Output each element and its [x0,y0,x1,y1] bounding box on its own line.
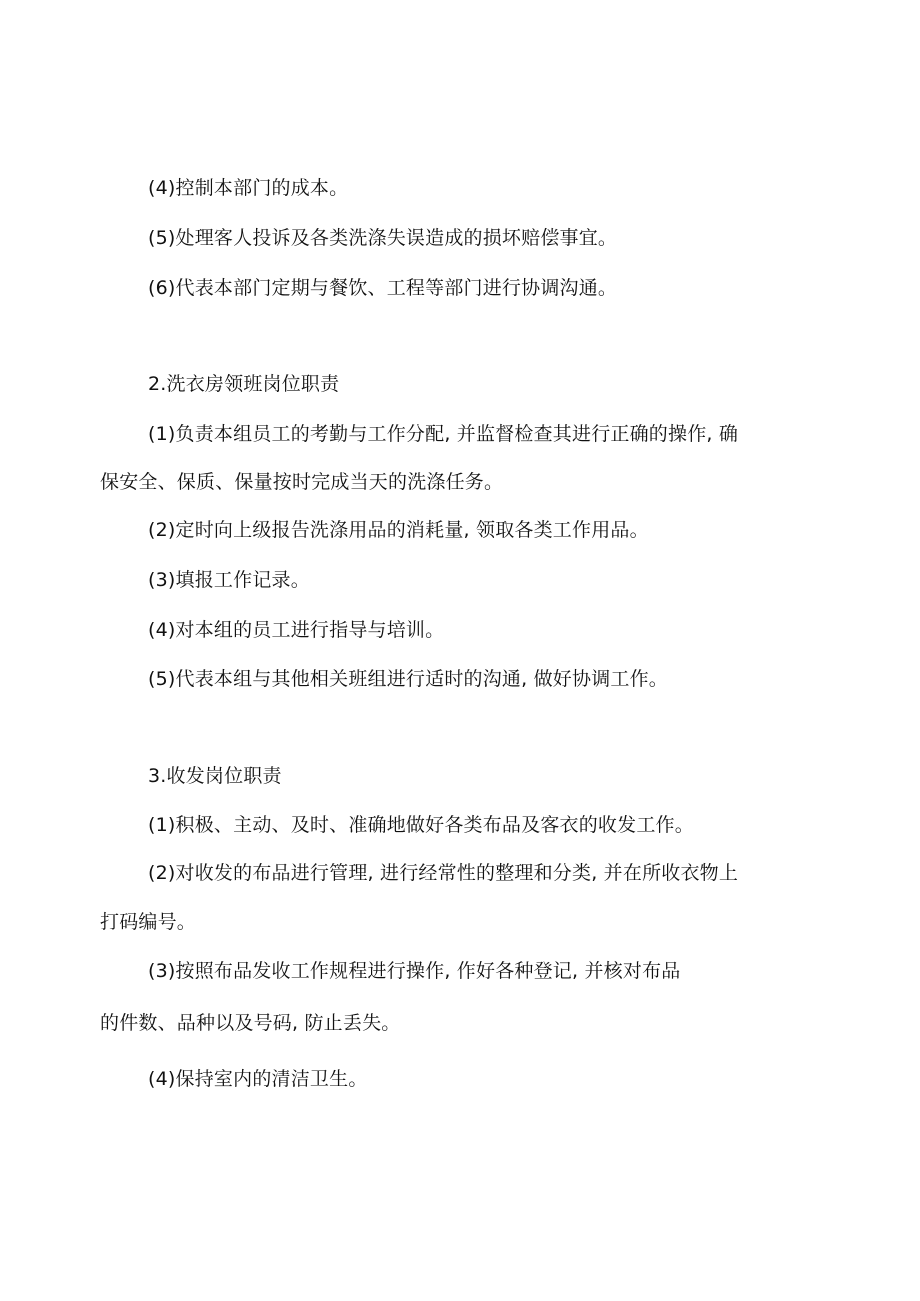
paragraph-s2-item3: (3)填报工作记录。 [148,569,310,591]
paragraph-s2-item1-line1: (1)负责本组员工的考勤与工作分配, 并监督检查其进行正确的操作, 确 [148,423,739,445]
paragraph-s3-item2-line2: 打码编号。 [100,911,197,933]
paragraph-s3-item3-line2: 的件数、品种以及号码, 防止丢失。 [100,1012,401,1034]
section2-heading: 2.洗衣房领班岗位职责 [148,373,340,395]
paragraph-s2-item4: (4)对本组的员工进行指导与培训。 [148,619,445,641]
paragraph-s1-item6: (6)代表本部门定期与餐饮、工程等部门进行协调沟通。 [148,277,618,299]
paragraph-s3-item4: (4)保持室内的清洁卫生。 [148,1068,368,1090]
paragraph-s3-item2-line1: (2)对收发的布品进行管理, 进行经常性的整理和分类, 并在所收衣物上 [148,862,739,884]
paragraph-s2-item1-line2: 保安全、保质、保量按时完成当天的洗涤任务。 [100,471,504,493]
paragraph-s3-item3-line1: (3)按照布品发收工作规程进行操作, 作好各种登记, 并核对布品 [148,960,681,982]
paragraph-s2-item5: (5)代表本组与其他相关班组进行适时的沟通, 做好协调工作。 [148,668,668,690]
section3-heading: 3.收发岗位职责 [148,765,282,787]
paragraph-s1-item4: (4)控制本部门的成本。 [148,177,349,199]
paragraph-s1-item5: (5)处理客人投诉及各类洗涤失误造成的损坏赔偿事宜。 [148,227,618,249]
paragraph-s2-item2: (2)定时向上级报告洗涤用品的消耗量, 领取各类工作用品。 [148,519,649,541]
paragraph-s3-item1: (1)积极、主动、及时、准确地做好各类布品及客衣的收发工作。 [148,814,694,836]
